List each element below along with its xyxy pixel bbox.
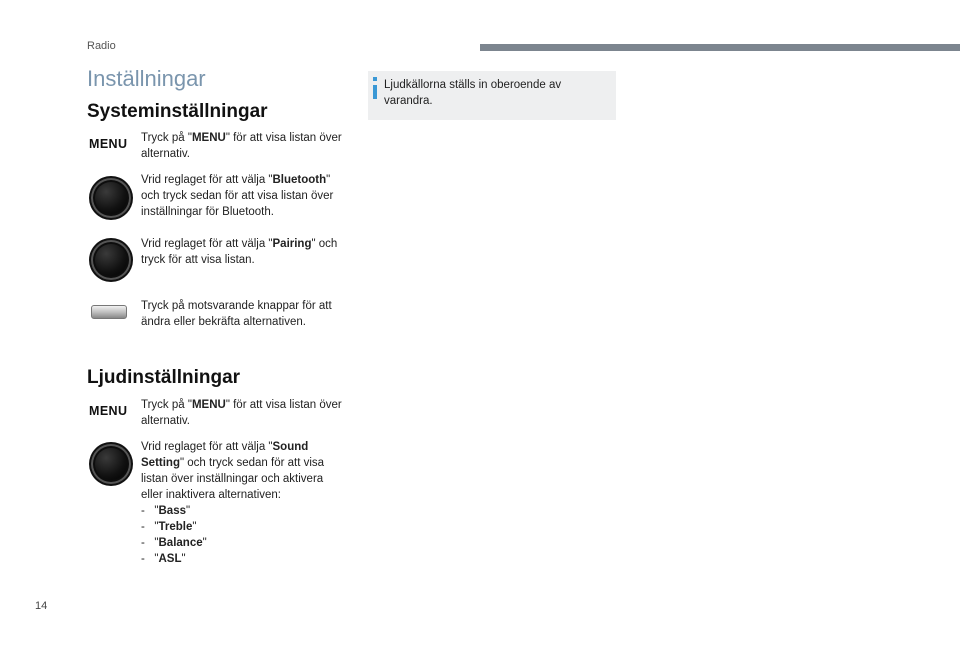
info-icon-stem xyxy=(373,85,377,99)
system-settings-heading: Systeminställningar xyxy=(87,101,268,122)
page-title: Inställningar xyxy=(87,66,206,91)
page-number: 14 xyxy=(35,600,48,612)
system-step-1-text: Tryck på "MENU" för att visa listan över alternativ. xyxy=(141,132,342,160)
info-text: Ljudkällorna ställs in oberoende av varandra. xyxy=(384,79,562,107)
menu-button-icon: MENU xyxy=(89,404,128,418)
system-step-3-text: Vrid reglaget för att välja "Pairing" och tryck för att visa listan. xyxy=(141,238,338,266)
option-list-item: - "ASL" xyxy=(141,553,186,565)
info-icon xyxy=(373,77,377,81)
menu-button-icon: MENU xyxy=(89,137,128,151)
option-list-item: - "Treble" xyxy=(141,521,197,533)
rotary-knob-icon xyxy=(91,178,131,218)
rocker-button-icon xyxy=(91,305,127,319)
system-step-4-text: Tryck på motsvarande knappar för att ändra eller bekräfta alternativen. xyxy=(141,300,332,328)
option-list-item: - "Bass" xyxy=(141,505,191,517)
audio-settings-heading: Ljudinställningar xyxy=(87,367,241,388)
rotary-knob-icon xyxy=(91,240,131,280)
header-rule xyxy=(480,44,960,51)
section-label: Radio xyxy=(87,40,116,52)
rotary-knob-icon xyxy=(91,444,131,484)
system-step-2-text: Vrid reglaget för att välja "Bluetooth" och tryck sedan för att visa listan över inställningar för Bluetooth. xyxy=(141,174,334,218)
audio-step-1-text: Tryck på "MENU" för att visa listan över alternativ. xyxy=(141,399,342,427)
option-list-item: - "Balance" xyxy=(141,537,207,549)
audio-step-2-text: Vrid reglaget för att välja "Sound Setting" och tryck sedan för att visa listan över inställningar och aktivera eller inaktivera alternativen: xyxy=(141,441,325,501)
